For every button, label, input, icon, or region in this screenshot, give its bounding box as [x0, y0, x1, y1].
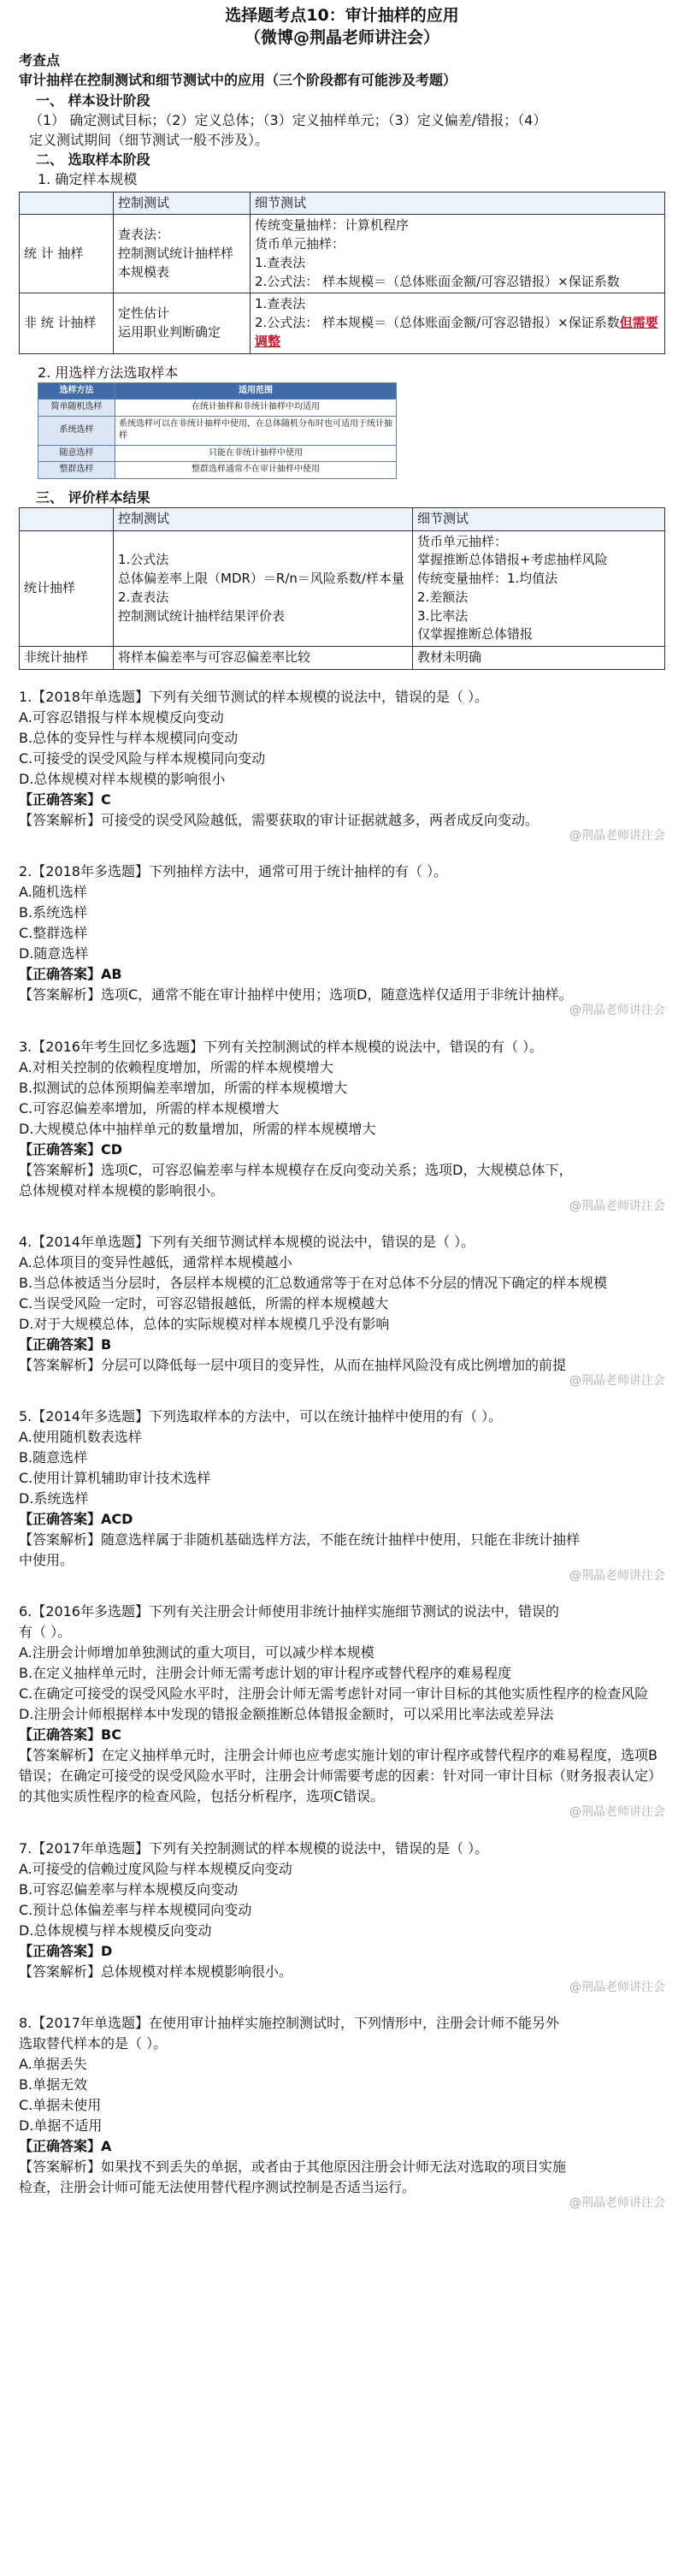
question-option: D.系统选样 — [19, 1490, 89, 1507]
section-1-text-2: 定义测试期间（细节测试一般不涉及）。 — [29, 132, 269, 149]
question-option: C.单据未使用 — [19, 2097, 102, 2114]
correct-answer: 【正确答案】D — [19, 1942, 113, 1959]
question-option: C.当误受风险一定时，可容忍错报越低，所需的样本规模越大 — [19, 1294, 389, 1312]
weibo-watermark: @荆晶老师讲注会 — [569, 1805, 665, 1820]
t1-row1-label: 统 计 抽样 — [20, 215, 114, 293]
t1-row1-detail-1: 传统变量抽样：计算机程序 — [255, 217, 410, 234]
question-block — [19, 2013, 665, 2212]
question-option: C.可容忍偏差率增加，所需的样本规模增大 — [19, 1099, 280, 1116]
t2-row-scope: 系统选样可以在非统计抽样中使用，在总体随机分布时也可适用于统计抽样 — [115, 416, 397, 445]
question-stem: 1.【2018年单选题】下列有关细节测试的样本规模的说法中，错误的是（ ）。 — [19, 688, 489, 705]
question-option: B.总体的变异性与样本规模同向变动 — [19, 729, 239, 746]
t1-row2-label: 非 统 计抽样 — [20, 293, 114, 353]
t3-row1-detail-1: 货币单元抽样： — [417, 533, 508, 549]
correct-answer: 【正确答案】AB — [19, 966, 122, 983]
question-option: A.可接受的信赖过度风险与样本规模反向变动 — [19, 1860, 292, 1877]
section-2-2-heading: 2. 用选样方法选取样本 — [38, 364, 179, 381]
t1-row2-detail-1: 1.查表法 — [255, 296, 306, 312]
question-option: D.随意选样 — [19, 945, 89, 962]
answer-analysis: 【答案解析】随意选样属于非随机基础选样方法，不能在统计抽样中使用，只能在非统计抽样 — [19, 1531, 581, 1549]
t2-header-method: 选样方法 — [38, 382, 115, 400]
page-subtitle: （微博@荆晶老师讲注会） — [244, 27, 439, 47]
weibo-watermark: @荆晶老师讲注会 — [569, 1373, 665, 1388]
answer-analysis: 【答案解析】分层可以降低每一层中项目的变异性，从而在抽样风险没有成比例增加的前提 — [19, 1356, 567, 1373]
t1-row1-control: 查表法： 控制测试统计抽样样本规模表 — [114, 215, 251, 293]
section-2-heading: 二、 选取样本阶段 — [36, 151, 150, 169]
question-list — [19, 687, 665, 2212]
t1-row2-detail-2: 2.公式法： 样本规模＝（总体账面金额/可容忍错报）×保证系数 — [255, 315, 620, 331]
question-stem: 5.【2014年多选题】下列选取样本的方法中，可以在统计抽样中使用的有（ ）。 — [19, 1408, 503, 1425]
t1-row1-detail-4: 2.公式法： 样本规模＝（总体账面金额/可容忍错报）×保证系数 — [255, 273, 620, 289]
t3-row2-detail: 教材未明确 — [413, 647, 665, 670]
t1-header-detail: 细节测试 — [251, 192, 665, 215]
t3-row2-control: 将样本偏差率与可容忍偏差率比较 — [114, 647, 413, 670]
weibo-watermark: @荆晶老师讲注会 — [569, 1004, 665, 1018]
t1-row2-detail-3: 但需要调整 — [255, 315, 658, 349]
question-stem: 3.【2016年考生回忆多选题】下列有关控制测试的样本规模的说法中，错误的有（ ）。 — [19, 1038, 544, 1055]
t1-header-control: 控制测试 — [114, 192, 251, 215]
answer-analysis: 【答案解析】选项C，通常不能在审计抽样中使用；选项D，随意选样仅适用于非统计抽样。 — [19, 986, 573, 1004]
correct-answer: 【正确答案】C — [19, 791, 111, 808]
question-option: C.在确定可接受的误受风险水平时，注册会计师无需考虑针对同一审计目标的其他实质性程序的检查风险 — [19, 1685, 649, 1703]
page-title: 选择题考点10：审计抽样的应用 — [225, 6, 459, 25]
correct-answer: 【正确答案】A — [19, 2138, 112, 2155]
question-option: B.可容忍偏差率与样本规模反向变动 — [19, 1880, 239, 1898]
question-option: D.大规模总体中抽样单元的数量增加，所需的样本规模增大 — [19, 1120, 376, 1137]
question-option: D.单据不适用 — [19, 2117, 103, 2135]
question-stem: 有（ ）。 — [19, 1624, 72, 1641]
question-option: B.系统选样 — [19, 904, 88, 921]
question-option: B.单据无效 — [19, 2076, 88, 2093]
question-option: A.注册会计师增加单独测试的重大项目，可以减少样本规模 — [19, 1644, 374, 1661]
key-point-label: 考查点 — [19, 52, 61, 69]
question-option: B.在定义抽样单元时，注册会计师无需考虑计划的审计程序或替代程序的难易程度 — [19, 1665, 512, 1682]
question-block — [19, 687, 665, 844]
question-option: A.随机选样 — [19, 884, 87, 901]
t3-header-detail: 细节测试 — [413, 507, 665, 530]
question-option: D.注册会计师根据样本中发现的错报金额推断总体错报金额时，可以采用比率法或差异法 — [19, 1706, 554, 1723]
question-block — [19, 1602, 665, 1821]
question-block — [19, 1037, 665, 1215]
answer-analysis: 【答案解析】总体规模对样本规模影响很小。 — [19, 1963, 293, 1980]
t1-row2-control: 定性估计 运用职业判断确定 — [114, 293, 251, 353]
t3-row1-detail-6: 仅掌握推断总体错报 — [417, 626, 534, 643]
question-option: A.总体项目的变异性越低，通常样本规模越小 — [19, 1253, 292, 1270]
answer-analysis: 总体规模对样本规模的影响很小。 — [19, 1181, 225, 1199]
section-3-heading: 三、 评价样本结果 — [36, 489, 150, 506]
t2-header-scope: 适用范围 — [115, 382, 397, 400]
answer-analysis: 【答案解析】在定义抽样单元时，注册会计师也应考虑实施计划的审计程序或替代程序的难易程度，选项B错误；在确定可接受的误受风险水平时，注册会计师需要考虑的因素：针对同一审计目标（财务报表认定）的其他实质性程序的检查风险，包括分析程序，选项C错误。 — [19, 1747, 663, 1805]
selection-method-table — [38, 382, 397, 479]
question-option: A.单据丢失 — [19, 2056, 87, 2073]
evaluation-table — [19, 507, 665, 670]
question-option: A.可容忍错报与样本规模反向变动 — [19, 708, 224, 725]
question-stem: 7.【2017年单选题】下列有关控制测试的样本规模的说法中，错误的是（ ）。 — [19, 1839, 489, 1856]
correct-answer: 【正确答案】CD — [19, 1140, 123, 1158]
answer-analysis: 检查，注册会计师可能无法使用替代程序测试控制是否适当运行。 — [19, 2179, 416, 2196]
answer-analysis: 【答案解析】选项C，可容忍偏差率与样本规模存在反向变动关系；选项D，大规模总体下， — [19, 1161, 573, 1178]
question-stem: 4.【2014年单选题】下列有关细节测试样本规模的说法中，错误的是（ ）。 — [19, 1233, 475, 1250]
question-option: A.使用随机数表选样 — [19, 1429, 142, 1446]
t2-row-method: 简单随机选样 — [38, 400, 115, 417]
section-2-1-heading: 1. 确定样本规模 — [38, 171, 138, 188]
t1-row1-detail-3: 1.查表法 — [255, 254, 306, 270]
question-stem: 2.【2018年多选题】下列抽样方法中，通常可用于统计抽样的有（ ）。 — [19, 863, 448, 880]
t3-row1-detail-5: 3.比率法 — [417, 607, 469, 624]
t1-row1-detail-2: 货币单元抽样： — [255, 236, 345, 252]
t3-row1-label: 统计抽样 — [20, 530, 114, 647]
weibo-watermark: @荆晶老师讲注会 — [569, 828, 665, 843]
t2-row-scope: 只能在非统计抽样中使用 — [115, 445, 397, 462]
t2-row-method: 系统选样 — [38, 416, 115, 445]
correct-answer: 【正确答案】ACD — [19, 1511, 133, 1528]
question-stem: 6.【2016年多选题】下列有关注册会计师使用非统计抽样实施细节测试的说法中，错误的 — [19, 1603, 559, 1620]
section-1-heading: 一、 样本设计阶段 — [36, 92, 150, 109]
t2-row-method: 随意选样 — [38, 445, 115, 462]
t3-row1-detail-2: 掌握推断总体错报+考虑抽样风险 — [417, 552, 608, 568]
question-block — [19, 1232, 665, 1389]
t2-row-scope: 整群选样通常不在审计抽样中使用 — [115, 462, 397, 479]
question-option: C.整群选样 — [19, 925, 88, 942]
t3-row1-detail-4: 2.差额法 — [417, 589, 469, 605]
correct-answer: 【正确答案】B — [19, 1335, 112, 1353]
t3-row1-control: 1.公式法 总体偏差率上限（MDR）＝R/n＝风险系数/样本量 2.查表法 控制测试统计抽样结果评价表 — [114, 530, 413, 647]
answer-analysis: 【答案解析】可接受的误受风险越低，需要获取的审计证据就越多，两者成反向变动。 — [19, 811, 540, 828]
weibo-watermark: @荆晶老师讲注会 — [569, 1199, 665, 1213]
t2-row-scope: 在统计抽样和非统计抽样中均适用 — [115, 400, 397, 417]
answer-analysis: 【答案解析】如果找不到丢失的单据，或者由于其他原因注册会计师无法对选取的项目实施 — [19, 2159, 567, 2176]
question-option: A.对相关控制的依赖程度增加，所需的样本规模增大 — [19, 1058, 333, 1075]
key-point-text: 审计抽样在控制测试和细节测试中的应用（三个阶段都有可能涉及考题） — [19, 72, 457, 89]
question-option: B.拟测试的总体预期偏差率增加，所需的样本规模增大 — [19, 1079, 348, 1096]
question-block — [19, 1839, 665, 1996]
question-option: B.随意选样 — [19, 1449, 88, 1466]
question-stem: 8.【2017年单选题】在使用审计抽样实施控制测试时，下列情形中，注册会计师不能另外 — [19, 2015, 559, 2032]
question-option: B.当总体被适当分层时，各层样本规模的汇总数通常等于在对总体不分层的情况下确定的样本规模 — [19, 1274, 608, 1291]
answer-analysis: 中使用。 — [19, 1552, 74, 1569]
question-block — [19, 862, 665, 1019]
question-option: D.对于大规模总体，总体的实际规模对样本规模几乎没有影响 — [19, 1315, 390, 1332]
question-option: D.总体规模对样本规模的影响很小 — [19, 770, 226, 787]
t3-header-control: 控制测试 — [114, 507, 413, 530]
t2-row-method: 整群选样 — [38, 462, 115, 479]
question-option: C.可接受的误受风险与样本规模同向变动 — [19, 749, 266, 767]
sample-size-table — [19, 192, 665, 354]
question-option: D.总体规模与样本规模反向变动 — [19, 1922, 212, 1939]
question-block — [19, 1406, 665, 1584]
weibo-watermark: @荆晶老师讲注会 — [569, 1980, 665, 1994]
question-stem: 选取替代样本的是（ ）。 — [19, 2035, 168, 2052]
question-option: C.使用计算机辅助审计技术选样 — [19, 1470, 211, 1487]
t3-row1-detail-3: 传统变量抽样：1.均值法 — [417, 571, 558, 587]
section-1-text-1: （1） 确定测试目标；（2）定义总体；（3）定义抽样单元；（3）定义偏差/错报；（4） — [29, 111, 547, 128]
question-option: C.预计总体偏差率与样本规模同向变动 — [19, 1901, 252, 1918]
weibo-watermark: @荆晶老师讲注会 — [569, 1569, 665, 1584]
correct-answer: 【正确答案】BC — [19, 1726, 121, 1744]
weibo-watermark: @荆晶老师讲注会 — [569, 2196, 665, 2211]
t3-row2-label: 非统计抽样 — [20, 647, 114, 670]
